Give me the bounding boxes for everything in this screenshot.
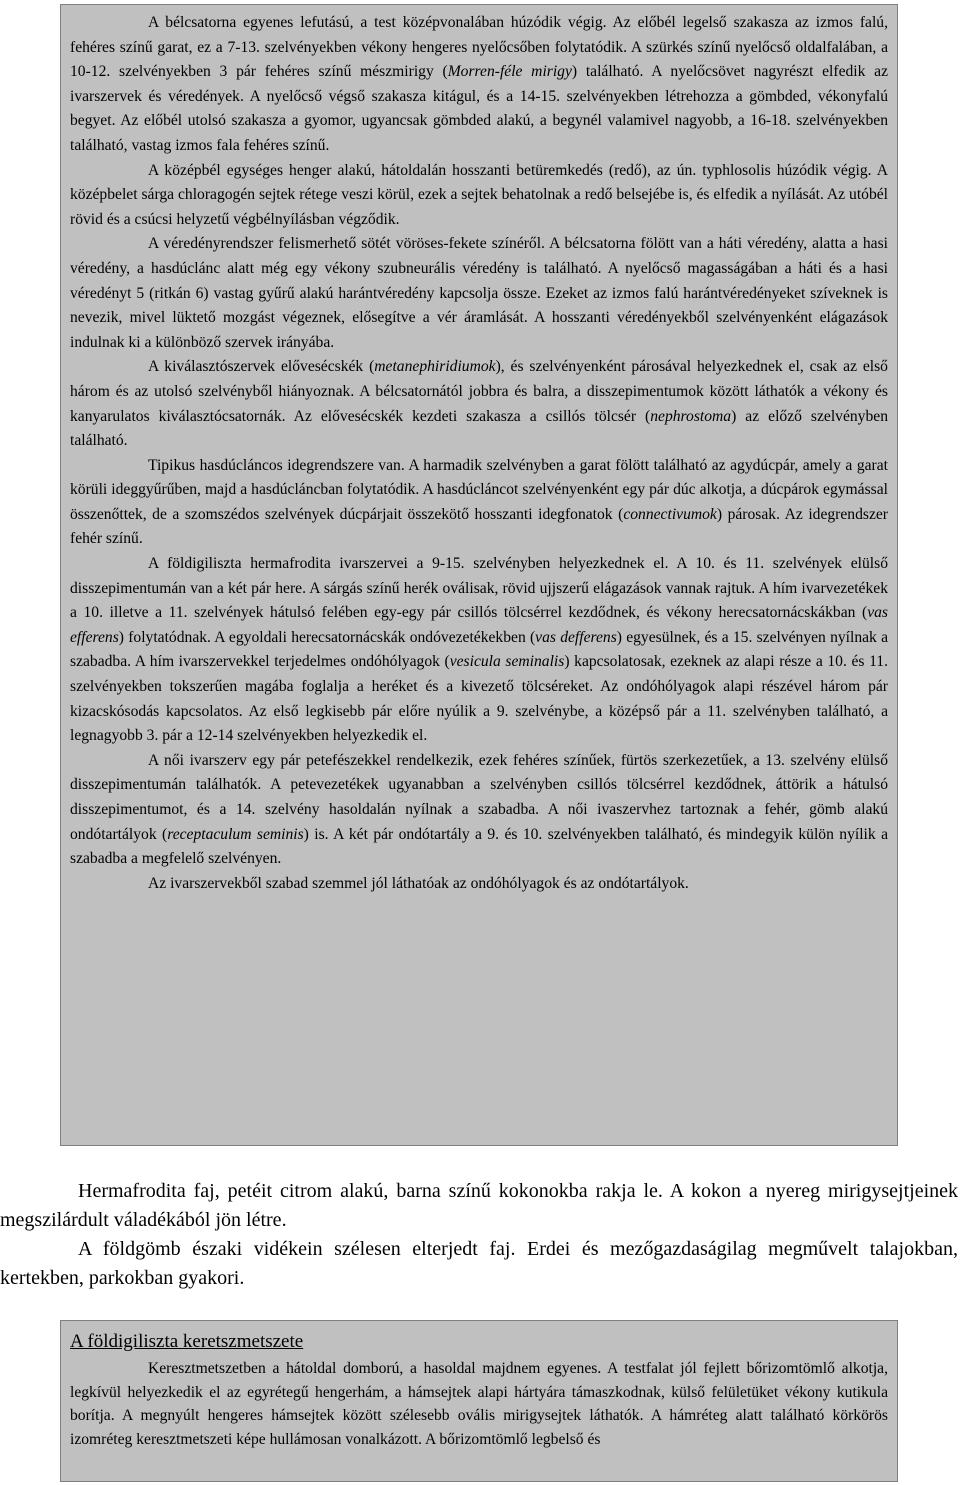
latin-term: receptaculum seminis [167, 825, 304, 843]
latin-term: vesicula seminalis [449, 653, 565, 671]
cross-section-box [60, 1320, 898, 1482]
latin-term: vas efferens [70, 604, 888, 646]
anatomy-paragraph-6: A földigiliszta hermafrodita ivarszervei a 9-15. szelvényben helyezkednek el. A 10. és 11. szelvények elülső disszepimentumán van a két pár here. A sárgás színű herék oválisak, rövid ujjszerű elágazások vannak rajtuk. A hím ivarvezetékek a 10. illetve a 11. szelvények hátulsó felében egy-egy pár csillós tölcsérrel kezdődnek, és vékony herecsatornácskákban (vas efferens) folytatódnak. A egyoldali herecsatornácskák ondóvezetékekben (vas defferens) egyesülnek, és a 15. szelvényen nyílnak a szabadba. A hím ivarszervekkel terjedelmes ondóhólyagok (vesicula seminalis) kapcsolatosak, ezeknek az alapi része a 10. és 11. szelvényekben tokszerűen magába foglalja a heréket és a kivezető tölcséreket. Az ondóhólyagok alapi részével három pár kizacskósodás kapcsolatos. Az első legkisebb pár előre nyúlik a 9. szelvénybe, a középső pár a 11. szelvényben található, a legnagyobb 3. pár a 12-14 szelvényekben helyezkedik el. [70, 555, 889, 745]
cross-section-paragraph: Keresztmetszetben a hátoldal domború, a hasoldal majdnem egyenes. A testfalat jól fejlett bőrizomtömlő alkotja, legkívül helyezkedik el az egyrétegű hengerhám, a hámsejtek alapi hártyára támaszkodnak, külső felületüket vékony kutikula borítja. A megnyúlt hengeres hámsejtek között szélesebb ovális mirigysejtek láthatók. A hámréteg alatt található körkörös izomréteg keresztmetszeti képe hullámosan vonalkázott. A bőrizomtömlő legbelső és [70, 1360, 888, 1448]
latin-term: Morren-féle mirigy [447, 63, 572, 81]
anatomy-text-box [60, 4, 898, 1146]
latin-term: nephrostoma [650, 407, 732, 425]
anatomy-paragraph-1: A bélcsatorna egyenes lefutású, a test középvonalában húzódik végig. Az előbél legelső szakasza az izmos falú, fehéres színű garat, ez a 7-13. szelvényekben vékony hengeres nyelőcsőben folytatódik. A szürkés színű nyelőcső oldalfalában, a 10-12. szelvényekben 3 pár fehéres színű mészmirigy (Morren-féle mirigy) található. A nyelőcsövet nagyrészt elfedik az ivarszervek és véredények. A nyelőcső végső szakasza kitágul, és a 14-15. szelvényekben létrehozza a gömbded, vékonyfalú begyet. Az előbél utolsó szakasza a gyomor, ugyancsak gömbded alakú, a begynél valamivel nagyobb, a 16-18. szelvényekben található, vastag izmos fala fehéres színű. [70, 14, 889, 154]
distribution-paragraph: A földgömb északi vidékein szélesen elterjedt faj. Erdei és mezőgazdaságilag megművelt talajokban, kertekben, parkokban gyakori. [0, 1238, 958, 1289]
reproduction-paragraph: Hermafrodita faj, petéit citrom alakú, barna színű kokonokba rakja le. A kokon a nyereg mirigysejtjeinek megszilárdult váladékából jön létre. [0, 1180, 958, 1231]
anatomy-paragraph-8: Az ivarszervekből szabad szemmel jól láthatóak az ondóhólyagok és az ondótartályok. [148, 874, 689, 892]
latin-term: vas defferens [535, 628, 617, 646]
anatomy-paragraph-5: Tipikus hasdúcláncos idegrendszere van. A harmadik szelvényben a garat fölött található az agydúcpár, amely a garat körüli ideggyűrűben, majd a hasdúcláncban folytatódik. A hasdúcláncot szelvényenként egy pár dúc alkotja, a dúcpárok egymással összenőttek, de a szomszédos szelvények dúcpárjait összekötő hosszanti idegfonatok (connectivumok) párosak. Az idegrendszer fehér színű. [70, 456, 888, 548]
latin-term: connectivumok [623, 505, 717, 523]
anatomy-paragraph-2: A középbél egységes henger alakú, hátoldalán hosszanti betüremkedés (redő), az ún. typhlosolis húzódik végig. A középbelet sárga chloragogén sejtek rétege veszi körül, ezek a sejtek behatolnak a redő belsejébe is, és elfedik a nyílását. Az utóbél rövid és a csúcsi helyzetű végbélnyílásban végződik. [70, 161, 888, 228]
anatomy-paragraph-4: A kiválasztószervek elővesécskék (metanephiridiumok), és szelvényenként párosával helyezkednek el, csak az első három és az utolsó szelvényből hiányoznak. A bélcsatornától jobbra és balra, a disszepimentumok között láthatók a vékony és kanyarulatos kiválasztócsatornák. Az elővesécskék kezdeti szakasza a csillós tölcsér (nephrostoma) az előző szelvényben található. [70, 358, 888, 450]
section-heading: A földigiliszta keretszmetszete [70, 1331, 304, 1352]
latin-term: metanephiridiumok [374, 358, 496, 376]
anatomy-paragraph-3: A véredényrendszer felismerhető sötét vöröses-fekete színéről. A bélcsatorna fölött van a háti véredény, alatta a hasi véredény, a hasdúclánc alatt még egy vékony szubneurális véredény is található. A nyelőcső magasságában a háti és a hasi véredényt 5 (ritkán 6) vastag gyűrű alakú harántvéredény kapcsolja össze. Ezeket az izmos falú harántvéredényeket szíveknek is nevezik, mivel lüktető mozgást végeznek, elősegítve a vér áramlását. A hosszanti véredényekből szelvényenként elágazások indulnak ki a különböző szervek irányába. [70, 235, 888, 351]
anatomy-paragraph-7: A női ivarszerv egy pár petefészekkel rendelkezik, ezek fehéres színűek, fürtös szerkezetűek, a 13. szelvény elülső disszepimentumán találhatók. A petevezetékek ugyanabban a szelvényben csillós tölcsérrel kezdődnek, áttörik a hátulsó disszepimentumot, és a 14. szelvény hasoldalán nyílnak a szabadba. A női ivaszervhez tartoznak a fehér, gömb alakú ondótartályok (receptaculum seminis) is. A két pár ondótartály a 9. és 10. szelvényekben található, és mindegyik külön nyílik a szabadba a megfelelő szelvényen. [70, 751, 888, 868]
